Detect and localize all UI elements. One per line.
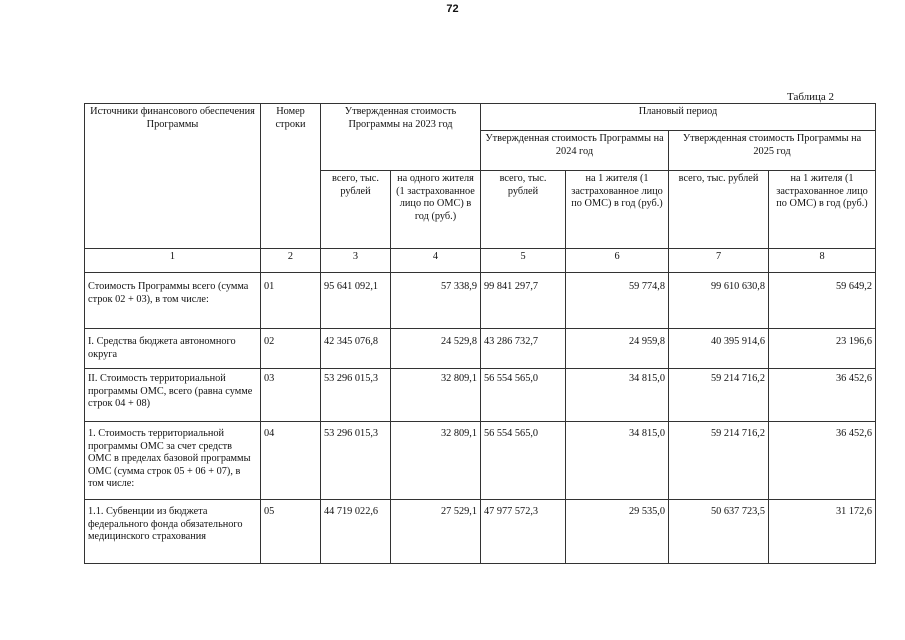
header-row-number: Номер строки: [261, 104, 321, 249]
header-total-2024: всего, тыс. рублей: [481, 171, 566, 249]
table-row: [85, 329, 876, 369]
row-per-capita-2023: 27 529,1: [391, 500, 481, 564]
row-total-2023: 53 296 015,3: [321, 422, 391, 500]
header-total-2025: всего, тыс. рублей: [669, 171, 769, 249]
row-per-capita-2023: 57 338,9: [391, 273, 481, 329]
column-number: 7: [669, 249, 769, 273]
row-total-2024: 47 977 572,3: [481, 500, 566, 564]
row-total-2023: 53 296 015,3: [321, 369, 391, 422]
header-per-capita-2023: на одного жителя (1 застрахованное лицо по ОМС) в год (руб.): [391, 171, 481, 249]
row-total-2025: 40 395 914,6: [669, 329, 769, 369]
row-per-capita-2025: 59 649,2: [769, 273, 876, 329]
column-number: 2: [261, 249, 321, 273]
row-per-capita-2024: 34 815,0: [566, 369, 669, 422]
header-total-2023: всего, тыс. рублей: [321, 171, 391, 249]
row-per-capita-2023: 32 809,1: [391, 369, 481, 422]
table-row: [85, 500, 876, 564]
table-row: [85, 422, 876, 500]
row-label: II. Стоимость территориальной программы ОМС, всего (равна сумме строк 04 + 08): [85, 369, 261, 422]
financing-table: [84, 103, 876, 564]
row-total-2025: 50 637 723,5: [669, 500, 769, 564]
column-number: 6: [566, 249, 669, 273]
row-total-2023: 42 345 076,8: [321, 329, 391, 369]
header-approved-2025: Утвержденная стоимость Программы на 2025 год: [669, 131, 876, 171]
row-total-2023: 44 719 022,6: [321, 500, 391, 564]
row-total-2025: 59 214 716,2: [669, 369, 769, 422]
row-total-2024: 56 554 565,0: [481, 369, 566, 422]
row-per-capita-2024: 29 535,0: [566, 500, 669, 564]
header-per-capita-2024: на 1 жителя (1 застрахованное лицо по ОМС) в год (руб.): [566, 171, 669, 249]
row-per-capita-2025: 31 172,6: [769, 500, 876, 564]
header-approved-2023: Утвержденная стоимость Программы на 2023 год: [321, 104, 481, 171]
row-total-2025: 59 214 716,2: [669, 422, 769, 500]
column-number: 1: [85, 249, 261, 273]
row-code: 01: [261, 273, 321, 329]
table-caption: Таблица 2: [787, 91, 835, 103]
column-number: 4: [391, 249, 481, 273]
column-number: 3: [321, 249, 391, 273]
row-per-capita-2023: 32 809,1: [391, 422, 481, 500]
row-label: 1. Стоимость территориальной программы ОМС за счет средств ОМС в пределах базовой программы ОМС (сумма строк 05 + 06 + 07), в том числе:: [85, 422, 261, 500]
row-per-capita-2024: 24 959,8: [566, 329, 669, 369]
row-label: I. Средства бюджета автономного округа: [85, 329, 261, 369]
table-row: [85, 273, 876, 329]
row-total-2023: 95 641 092,1: [321, 273, 391, 329]
row-per-capita-2024: 59 774,8: [566, 273, 669, 329]
row-code: 03: [261, 369, 321, 422]
row-per-capita-2025: 36 452,6: [769, 369, 876, 422]
row-total-2024: 43 286 732,7: [481, 329, 566, 369]
row-label: Стоимость Программы всего (сумма строк 02 + 03), в том числе:: [85, 273, 261, 329]
row-per-capita-2023: 24 529,8: [391, 329, 481, 369]
row-label: 1.1. Субвенции из бюджета федерального фонда обязательного медицинского страхования: [85, 500, 261, 564]
row-total-2025: 99 610 630,8: [669, 273, 769, 329]
header-planning-period: Плановый период: [481, 104, 876, 131]
header-approved-2024: Утвержденная стоимость Программы на 2024 год: [481, 131, 669, 171]
row-total-2024: 56 554 565,0: [481, 422, 566, 500]
column-number-row: [85, 249, 876, 273]
header-sources: Источники финансового обеспечения Программы: [85, 104, 261, 249]
header-per-capita-2025: на 1 жителя (1 застрахованное лицо по ОМС) в год (руб.): [769, 171, 876, 249]
row-per-capita-2025: 36 452,6: [769, 422, 876, 500]
row-per-capita-2025: 23 196,6: [769, 329, 876, 369]
page-number: 72: [446, 3, 459, 15]
row-code: 05: [261, 500, 321, 564]
row-code: 04: [261, 422, 321, 500]
header-row-1: [85, 104, 876, 131]
row-code: 02: [261, 329, 321, 369]
row-per-capita-2024: 34 815,0: [566, 422, 669, 500]
row-total-2024: 99 841 297,7: [481, 273, 566, 329]
column-number: 5: [481, 249, 566, 273]
column-number: 8: [769, 249, 876, 273]
table-row: [85, 369, 876, 422]
